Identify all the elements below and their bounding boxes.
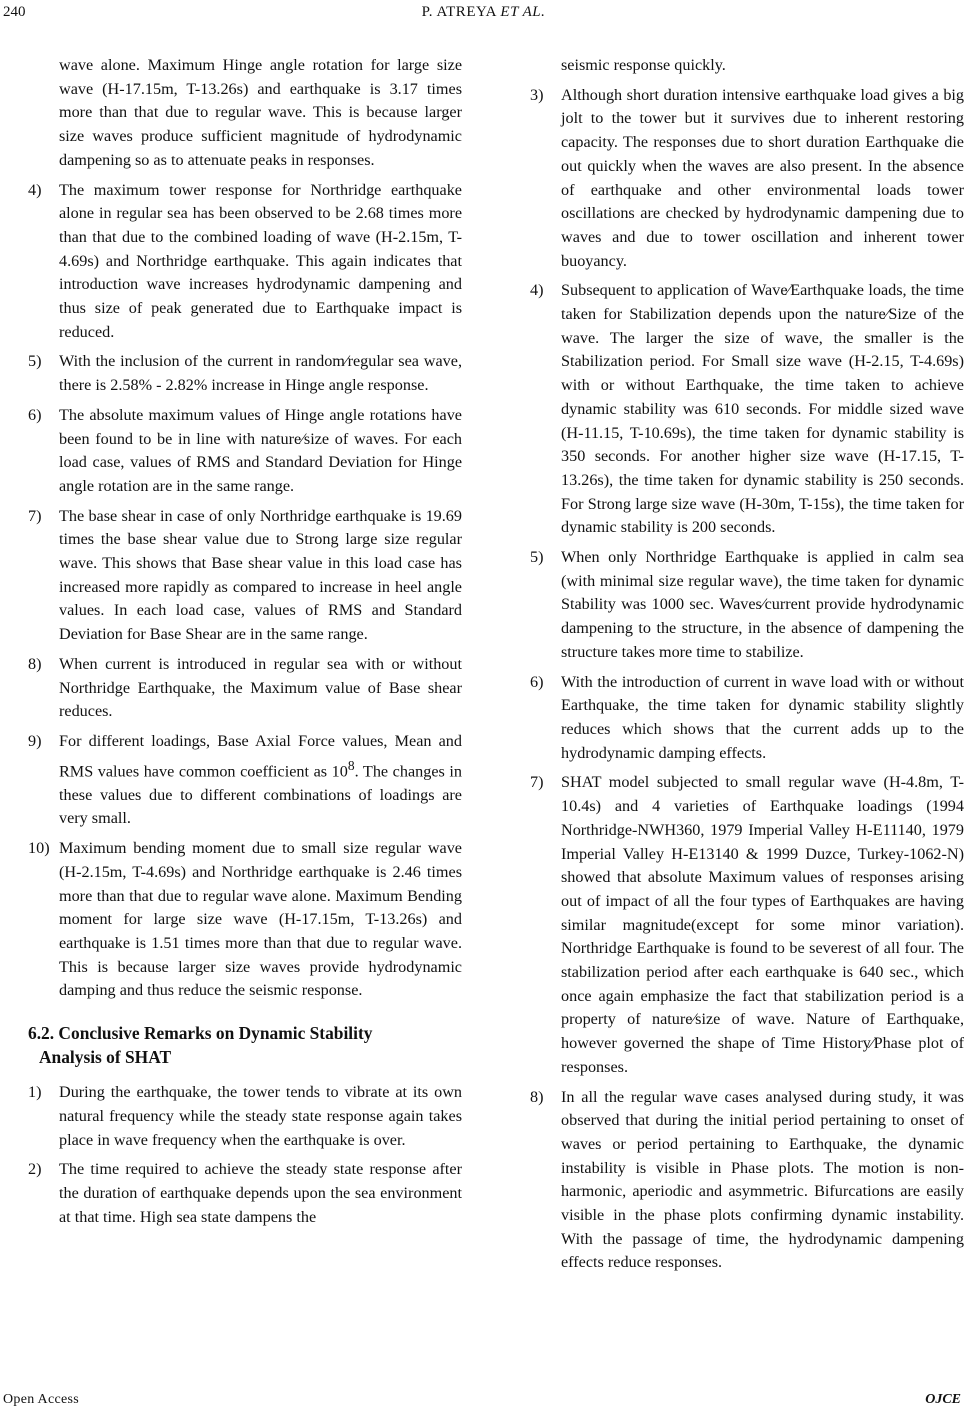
- item-text: Maximum bending moment due to small size regular wave (H-2.15m, T-4.69s) and Northridge earthquake is 2.46 times more than that due to regular wave alone. Maximum Bending moment for large size wave (H-17.15m, T-13.26s) and earthquake is 1.51 times more than that due to regular wave. This is because larger size waves provide hydrodynamic damping and thus reduce the seismic response.: [59, 839, 462, 1000]
- page-number: 240: [3, 4, 26, 20]
- list-item: [530, 671, 964, 766]
- footer-journal: OJCE: [925, 1392, 961, 1407]
- list-item: [530, 84, 964, 274]
- item-number: 8): [28, 654, 42, 673]
- item-text: The absolute maximum values of Hinge angle rotations have been found to be in line with nature⁄size of waves. For each load case, values of RMS and Standard Deviation for Hinge angle rotation are in the same range.: [59, 405, 462, 495]
- item-number: 10): [28, 839, 50, 858]
- item-text: When only Northridge Earthquake is applied in calm sea (with minimal size regular wave), the time taken for dynamic Stability was 1000 sec. Waves⁄current provide hydrodynamic dampening to the structure, in the absence of dampening the structure takes more time to stabilize.: [561, 548, 964, 661]
- list-item: [28, 505, 462, 647]
- item-text: With the inclusion of the current in random⁄regular sea wave, there is 2.58% - 2.82% increase in Hinge angle response.: [59, 352, 462, 395]
- running-head-authors: P. ATREYA: [421, 4, 497, 20]
- list-item: [28, 404, 462, 499]
- item-text: SHAT model subjected to small regular wave (H-4.8m, T-10.4s) and 4 varieties of Earthquake loadings (1994 Northridge-NWH360, 1979 Imperial Valley H-E11140, 1979 Imperial Valley H-E13140 & 1999 Duzce, Turkey-1062-N) showed that absolute Maximum values of responses arising out of impact of all the four types of Earthquakes are having similar magnitude(except for some minor variation). Northridge Earthquake is found to be severest of all four. The stabilization period after each earthquake is 640 sec., which once again emphasize the fact that stabilization period is a property of nature⁄size of wave. Nature of Earthquake, however governed the shape of Time History⁄Phase plot of responses.: [561, 773, 964, 1076]
- item-text: Although short duration intensive earthquake load gives a big jolt to the tower but it survives due to inherent restoring capacity. The responses due to short duration Earthquake die out quickly when the waves are also present. In the absence of earthquake and other environmental loads tower oscillations are checked by hydrodynamic dampening due to waves and due to tower oscillation and inherent tower buoyancy.: [561, 85, 964, 270]
- item-number: 7): [530, 773, 544, 792]
- list-item: [28, 1158, 462, 1229]
- list-item: [530, 546, 964, 665]
- item-text-after-sup: . The changes in these values due to different combinations of loadings are very small.: [59, 762, 462, 828]
- page-footer: [0, 1390, 967, 1412]
- item-number: 5): [530, 548, 544, 567]
- item-number: 6): [28, 405, 42, 424]
- list-item: [530, 771, 964, 1079]
- list-item: [28, 350, 462, 397]
- running-head: [0, 4, 967, 21]
- section-heading-line2: Analysis of SHAT: [39, 1047, 172, 1068]
- section-heading: [28, 1021, 462, 1069]
- list-item: [28, 837, 462, 1003]
- item-number: 4): [530, 281, 544, 300]
- item-number: 2): [28, 1160, 42, 1179]
- list-item: [28, 653, 462, 724]
- item-number: 5): [28, 352, 42, 371]
- item-text: The maximum tower response for Northridge earthquake alone in regular sea has been observed to be 2.68 times more than that due to the combined loading of wave (H-2.15m, T-4.69s) and Northridge earthquake. This again indicates that introduction wave increases hydrodynamic dampening and thus size of peak generated due to Earthquake impact is reduced.: [59, 180, 462, 341]
- item-text: The time required to achieve the steady state response after the duration of earthquake depends upon the sea environment at that time. High sea state dampens the: [59, 1160, 462, 1226]
- running-head-etal: ET AL.: [500, 4, 546, 20]
- item-number: 4): [28, 180, 42, 199]
- item-number: 6): [530, 672, 544, 691]
- item-text: When current is introduced in regular sea with or without Northridge Earthquake, the Maximum value of Base shear reduces.: [59, 654, 462, 721]
- footer-open-access: Open Access: [3, 1392, 80, 1407]
- item-text: With the introduction of current in wave load with or without Earthquake, the time taken for dynamic stability slightly reduces which shows that the current adds up to the hydrodynamic damping effects.: [561, 672, 964, 762]
- item-number: 9): [28, 731, 42, 750]
- item-text: [59, 730, 462, 831]
- list-item: [28, 730, 462, 831]
- item-text: The base shear in case of only Northridge earthquake is 19.69 times the base shear value due to Strong large size regular wave. This shows that Base shear value in this load case has increased more rapidly as compared to increase in heel angle values. In each load case, values of RMS and Standard Deviation for Base Shear are in the same range.: [59, 506, 462, 644]
- item-text: Subsequent to application of Wave⁄Earthquake loads, the time taken for Stabilization depends upon the nature⁄Size of the wave. The larger the size of wave, the smaller is the Stabilization period. For Small size wave (H-2.15, T-4.69s) with or without Earthquake, the time taken to achieve dynamic stability was 610 seconds. For middle sized wave (H-11.15, T-10.69s), the time taken for dynamic stability is 350 seconds. For another higher size wave (H-17.15, T-13.26s), the time taken for dynamic stability is 250 seconds. For Strong large size wave (H-30m, T-15s), the time taken for dynamic stability is 200 seconds.: [561, 281, 964, 537]
- item-number: 8): [530, 1087, 544, 1106]
- item-number: 1): [28, 1083, 42, 1102]
- list-item: [28, 1081, 462, 1152]
- item-text-before-sup: For different loadings, Base Axial Force values, Mean and RMS values have common coefficient as 10: [59, 731, 462, 781]
- list-item: [530, 279, 964, 540]
- page-header: [0, 0, 967, 30]
- section-heading-line1: 6.2. Conclusive Remarks on Dynamic Stability: [28, 1023, 373, 1044]
- continuation-paragraph: seismic response quickly.: [561, 56, 726, 74]
- list-item: [28, 179, 462, 345]
- left-column: [28, 54, 462, 1229]
- item-text: In all the regular wave cases analysed during study, it was observed that during the initial period pertaining to onset of waves or period pertaining to Earthquake, the dynamic instability is visible in Phase plots. The motion is non-harmonic, aperiodic and asymmetric. Bifurcations are easily visible in the phase plots confirming dynamic instability. With the passage of time, the hydrodynamic dampening effects reduce responses.: [561, 1087, 964, 1272]
- continuation-paragraph: wave alone. Maximum Hinge angle rotation for large size wave (H-17.15m, T-13.26s) and earthquake is 3.17 times more than that due to regular wave. This is because larger size waves produce sufficient magnitude of hydrodynamic dampening so as to attenuate peaks in responses.: [59, 56, 462, 169]
- superscript-exponent: 8: [347, 757, 355, 773]
- list-item: [530, 1086, 964, 1276]
- item-number: 3): [530, 85, 544, 104]
- right-column: [530, 54, 964, 1275]
- item-text: During the earthquake, the tower tends to vibrate at its own natural frequency while the steady state response again takes place in wave frequency when the earthquake is over.: [59, 1083, 462, 1149]
- item-number: 7): [28, 506, 42, 525]
